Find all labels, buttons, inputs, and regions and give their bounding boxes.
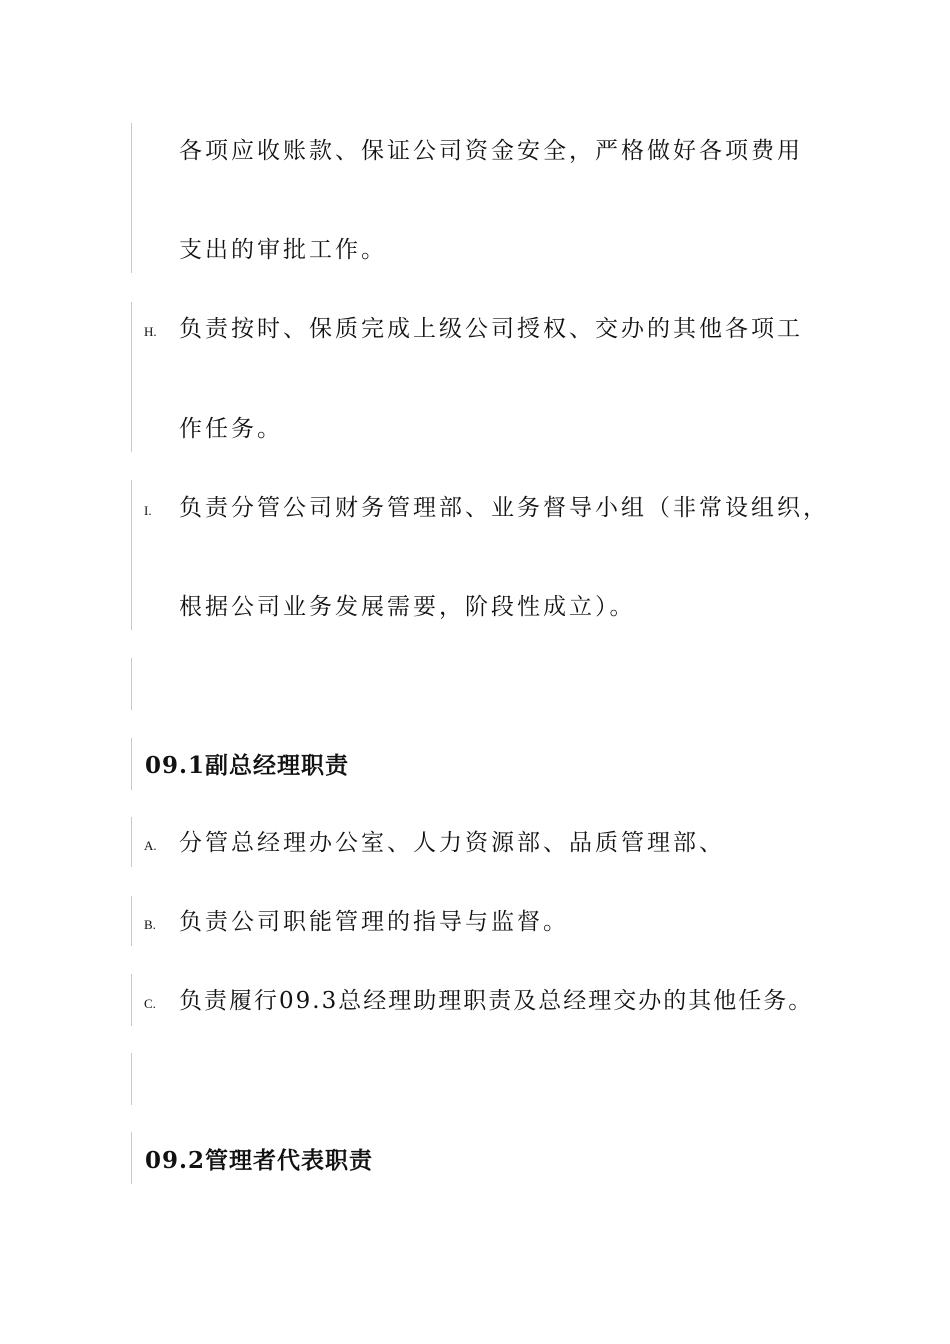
item-i-line-1: 负责分管公司财务管理部、业务督导小组（非常设组织， <box>179 495 829 521</box>
item-c-text: 负责履行09.3总经理助理职责及总经理交办的其他任务。 <box>179 988 814 1014</box>
item-b-text: 负责公司职能管理的指导与监督。 <box>179 909 569 935</box>
item-h-line-2: 作任务。 <box>179 416 283 442</box>
paragraph-rule <box>131 974 132 1026</box>
paragraph-rule <box>131 123 132 273</box>
item-h-line-1: 负责按时、保质完成上级公司授权、交办的其他各项工 <box>179 316 803 342</box>
item-g-line-2: 支出的审批工作。 <box>179 237 387 263</box>
paragraph-rule <box>131 738 132 790</box>
item-c-marker: C. <box>144 996 156 1011</box>
item-g-line-1: 各项应收账款、保证公司资金安全，严格做好各项费用 <box>179 138 803 164</box>
section-092-heading: 09.2管理者代表职责 <box>145 1147 374 1174</box>
item-a-marker: A. <box>144 838 157 853</box>
paragraph-rule <box>131 817 132 867</box>
item-i-marker: I. <box>144 503 152 518</box>
item-a-text: 分管总经理办公室、人力资源部、品质管理部、 <box>179 830 725 856</box>
section-091-heading: 09.1副总经理职责 <box>145 752 350 779</box>
paragraph-rule <box>131 1132 132 1184</box>
item-i-line-2: 根据公司业务发展需要，阶段性成立）。 <box>179 594 636 620</box>
paragraph-rule <box>131 896 132 946</box>
paragraph-rule <box>131 658 132 710</box>
item-b-marker: B. <box>144 917 156 932</box>
item-h-marker: H. <box>144 324 157 339</box>
paragraph-rule <box>131 1053 132 1105</box>
paragraph-rule <box>131 302 132 452</box>
paragraph-rule <box>131 480 132 630</box>
